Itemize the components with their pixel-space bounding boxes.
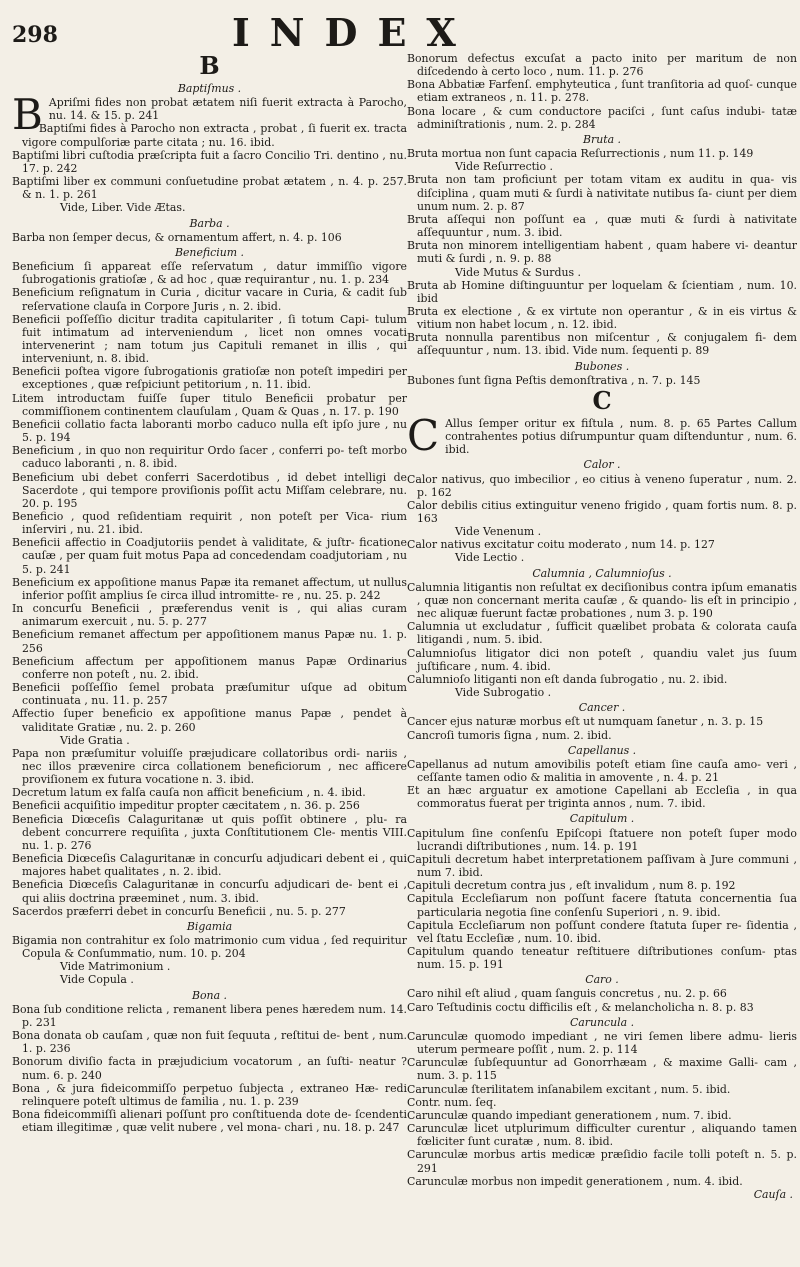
index-entry: Beneficium reſignatum in Curia , dicitur vacare in Curia, & cadit ſub reſervatione clauſa in Corpore Juris , n. 2. ibid. (12, 286, 407, 313)
index-entry: Bubones ſunt ſigna Peſtis demonſtrativa , n. 7. p. 145 (407, 373, 701, 387)
index-entry: Sacerdos præferri debet in concurſu Beneficii , nu. 5. p. 277 (12, 904, 346, 918)
index-entry: Contr. num. ſeq. (407, 1095, 497, 1109)
index-entry: Bruta non minorem intelligentiam habent , quam habere vi- deantur muti & ſurdi , n. 9. p. 88 (407, 239, 797, 266)
index-entry: Bruta ab Homine diſtinguuntur per loquelam & ſcientiam , num. 10. ibid (407, 278, 797, 305)
index-entry: Bonorum defectus excuſat a pacto inito per maritum de non diſcedendo à certo loco , num. 11. p. 276 (407, 52, 797, 79)
page-header (0, 8, 800, 55)
index-entry: Carunculæ morbus artis medicæ præſidio facile tolli poteſt n. 5. p. 291 (407, 1148, 797, 1175)
index-entry: Baptiſmi fides à Parocho non extracta , probat , ſi fuerit ex. tracta vigore compulſoriæ parte citata ; nu. 16. ibid. (22, 122, 407, 149)
index-entry: Litem introductam fuiſſe ſuper titulo Beneficii probatur per commiſſionem continentem clauſulam , Quam & Quas , n. 17. p. 190 (12, 391, 407, 418)
entry-text: Apriſmi fides non probat ætatem niſi fuerit extracta à Parocho, nu. 14. & 15. p. 241 (48, 96, 407, 123)
index-entry: Beneficii collatio facta laboranti morbo caduco nulla eſt ipſo jure , nu 5. p. 194 (12, 417, 407, 445)
right-column (407, 52, 797, 1201)
index-entry: Caro nihil eſt aliud , quam ſanguis concretus , nu. 2. p. 66 (407, 987, 727, 1001)
index-entry: Beneficium remanet affectum per appoſitionem manus Papæ nu. 1. p. 256 (12, 628, 407, 655)
entry-heading: Baptiſmus . (177, 82, 242, 95)
index-entry: Carunculæ quando impediant generationem , num. 7. ibid. (407, 1108, 732, 1122)
index-entry: Decretum latum ex falſa cauſa non afficit beneficium , n. 4. ibid. (12, 786, 366, 800)
index-entry: Beneficia Diœceſis Calaguritanæ in concurſu adjudicari de- bent ei , qui aliis doctrina præeminet , num. 3. ibid. (12, 878, 407, 905)
index-entry: Caro Teſtudinis coctu difficilis eſt , & melancholicha n. 8. p. 83 (407, 1000, 754, 1014)
index-entry: Calumnioſo litiganti non eſt danda ſubrogatio , nu. 2. ibid. (407, 672, 728, 686)
cross-reference: Vide Subrogatio . (455, 686, 552, 700)
index-entry: Baptiſmi liber ex communi conſuetudine probat ætatem , n. 4. p. 257. & n. 1. p. 261 (12, 175, 407, 202)
index-entry: Beneficium ex appoſitione manus Papæ ita remanet affectum, ut nullus inferior poſſit amplius ſe circa illud intromitte- re , nu. 25. p. 242 (12, 575, 407, 602)
index-entry: Bona , & jura fideicommiſſo perpetuo ſubjecta , extraneo Hæ- redi relinquere poteſt ultimus de familia , nu. 1. p. 239 (12, 1081, 407, 1108)
index-entry: Carunculæ licet utplurimum difficulter curentur , aliquando tamen fœliciter ſunt curatæ , num. 8. ibid. (407, 1122, 797, 1149)
cross-reference: Vide Matrimonium . (60, 960, 171, 974)
page-title: INDEX (232, 10, 476, 55)
index-entry: Carunculæ ſterilitatem inſanabilem excitant , num. 5. ibid. (407, 1082, 731, 1096)
index-entry: Papa non præſumitur voluiſſe præjudicare collatoribus ordi- nariis , nec illos prævenire circa collationem beneficiorum , nec afficere proviſionem ex futura vocatione n. 3. ibid. (12, 746, 407, 787)
entry-heading: Barba . (189, 216, 230, 230)
index-entry: Bruta ex electione , & ex virtute non operantur , & in eis virtus & vitium non habet locum , n. 12. ibid. (407, 304, 797, 332)
index-entry: Capitulum quando teneatur reſtituere diſtributiones conſum- ptas num. 15. p. 191 (407, 945, 797, 972)
cross-reference: Vide, Liber. Vide Ætas. (60, 201, 186, 215)
index-entry: Beneficii acquiſitio impeditur propter cæcitatem , n. 36. p. 256 (12, 799, 360, 813)
cross-reference: Vide Gratia . (60, 733, 130, 747)
index-entry: Beneficii affectio in Coadjutoriis pendet à validitate, & juſtr- ficatione cauſæ , per quam fuit motus Papa ad concedendam coadjutoriam , nu 5. p. 241 (12, 536, 407, 576)
index-entry: Capitulum ſine conſenſu Epiſcopi ſtatuere non poteſt ſuper modo lucrandi diſtributiones , num. 14. p. 191 (407, 826, 797, 853)
entry-heading: Caro . (585, 973, 619, 987)
index-entry: Calumnioſus litigator dici non poteſt , quandiu valet jus ſuum juſtificare , num. 4. ibid. (407, 646, 797, 673)
index-entry: Beneficio , quod reſidentiam requirit , non poteſt per Vica- rium inſerviri , nu. 21. ibid. (12, 510, 407, 537)
entry-heading: Beneficium . (174, 245, 245, 259)
index-entry: Beneficium affectum per appoſitionem manus Papæ Ordinarius conferre non poteſt , nu. 2. ibid. (12, 654, 407, 681)
entry-heading: Capitulum . (569, 812, 635, 826)
index-entry: Calumnia litigantis non reſultat ex deciſionibus contra ipſum emanatis , quæ non concernant merita cauſæ , & quando- lis eſt in principio , nec aliquæ fuerunt factæ probationes , num 3. p. 190 (407, 580, 797, 621)
index-entry: Bona ſub conditione relicta , remanent libera penes hæredem num. 14. p. 231 (12, 1002, 407, 1029)
cross-reference: Vide Reſurrectio . (455, 160, 554, 174)
index-entry: Bonorum diviſio facta in præjudicium vocatorum , an ſuſti- neatur ? num. 6. p. 240 (12, 1055, 407, 1082)
entry-heading: Bruta . (582, 132, 622, 146)
index-entry: Beneficia Diœceſis Calaguritanæ in concurſu adjudicari debent ei , qui majores habet qualitates , n. 2. ibid. (12, 852, 407, 879)
index-entry: Beneficium , in quo non requiritur Ordo ſacer , conferri po- teſt morbo caduco laboranti , n. 8. ibid. (12, 444, 407, 471)
entry-heading: Bona . (192, 988, 227, 1002)
index-entry: Baptiſmi libri cuſtodia præſcripta fuit a ſacro Concilio Tri. dentino , nu. 17. p. 242 (12, 148, 407, 175)
cross-reference: Vide Venenum . (455, 525, 542, 539)
index-entry: Beneficii poſſeſſio dicitur tradita capitulariter , ſi totum Capi- tulum fuit intimatum ad interveniendum , licet non omnes vocati intervenerint ; nam totum jus Capituli remanet in illis , qui interveniunt, n. 8. ibid. (12, 312, 407, 366)
entry-heading: Capellanus . (567, 743, 637, 757)
index-entry: Capitula Eccleſiarum non poſſunt condere ſtatuta ſuper re- ſidentia , vel ſtatu Eccleſiæ , num. 10. ibid. (407, 918, 797, 945)
left-column (12, 52, 407, 1134)
cross-reference: Vide Copula . (60, 973, 134, 987)
index-entry: Bruta nonnulla parentibus non miſcentur , & conjugalem fi- dem aſſequuntur , num. 13. ibid. Vide num. ſequenti p. 89 (407, 331, 797, 358)
index-entry: Capituli decretum habet interpretationem paſſivam à Jure communi , num 7. ibid. (407, 852, 797, 880)
index-entry: Beneficium ſi appareat eſſe reſervatum , datur immiſſio vigore ſubrogationis gratioſæ , & ad hoc , quæ requirantur , nu. 1. p. 234 (12, 260, 407, 287)
index-entry: Capitula Eccleſiarum non poſſunt facere ſtatuta concernentia ſua particularia negotia ſine conſenſu Superiori , n. 9. ibid. (407, 892, 797, 919)
index-entry: Bruta non tam proficiunt per totam vitam ex auditu in qua- vis diſciplina , quam muti & ſurdi à nativitate nutibus ſa- ciunt per diem unum num. 2. p. 87 (407, 173, 797, 213)
entry-heading: Bubones . (574, 359, 630, 373)
index-entry: Beneficii poſtea vigore ſubrogationis gratioſæ non poteſt impediri per exceptiones , quæ reſpiciunt petitorium , n. 11. ibid. (12, 365, 407, 392)
index-entry: Bona donata ob cauſam , quæ non fuit ſequuta , reſtitui de- bent , num. 1. p. 236 (12, 1029, 407, 1056)
entry-heading: Calumnia , Calumnioſus . (532, 566, 672, 580)
index-entry: Calor nativus, quo imbecilior , eo citius à veneno ſuperatur , num. 2. p. 162 (407, 472, 797, 499)
index-entry: Calor nativus excitatur coitu moderato , num 14. p. 127 (407, 538, 715, 552)
catchword: Cauſa . (753, 1187, 793, 1201)
entry-heading: Caruncula . (569, 1015, 635, 1029)
index-entry: Et an hæc arguatur ex amotione Capellani ab Eccleſia , in qua commoratus fuerat per triginta annos , num. 7. ibid. (407, 784, 797, 811)
index-entry: Bruta aſſequi non poſſunt ea , quæ muti & ſurdi à nativitate aſſequuntur , num. 3. ibid. (407, 212, 797, 240)
index-entry: Beneficii poſſeſſio ſemel probata præſumitur uſque ad obitum continuata , nu. 11. p. 257 (12, 681, 407, 708)
entry-heading: Calor . (583, 458, 621, 472)
drop-cap: B (12, 90, 43, 140)
cross-reference: Vide Mutus & Surdus . (455, 265, 581, 279)
index-entry: Capituli decretum contra jus , eſt invalidum , num 8. p. 192 (407, 879, 736, 893)
index-entry: Bona Abbatiæ Farfenſ. emphyteutica , ſunt tranſitoria ad quoſ- cunque etiam extraneos , n. 11. p. 278. (407, 78, 797, 105)
section-letter: B (199, 51, 220, 80)
index-entry: Bona locare , & cum conductore paciſci , ſunt caſus indubi- tatæ adminiſtrationis , num. 2. p. 284 (407, 104, 797, 131)
index-entry: Calor debilis citius extinguitur veneno frigido , quam fortis num. 8. p. 163 (407, 498, 797, 525)
index-entry: Bruta mortua non ſunt capacia Reſurrectionis , num 11. p. 149 (407, 147, 754, 161)
index-entry: Barba non ſemper decus, & ornamentum affert, n. 4. p. 106 (12, 230, 342, 244)
index-entry: Carunculæ quomodo impediant , ne viri ſemen libere admu- lieris uterum permeare poſſit , num. 2. p. 114 (407, 1029, 797, 1057)
drop-cap: C (407, 410, 440, 460)
entry-heading: Bigamia (186, 919, 233, 933)
index-entry: Bona fideicommiſſi alienari poſſunt pro conſtituenda dote de- ſcendenti etiam illegitimæ , quæ velit nubere , vel mona- chari , nu. 18. p. 247 (12, 1108, 407, 1135)
index-entry: Calumnia ut excludatur , ſufficit quælibet probata & colorata cauſa litigandi , num. 5. ibid. (407, 620, 797, 647)
entry-heading: Cancer . (578, 701, 626, 715)
index-entry: Capellanus ad nutum amovibilis poteſt etiam ſine cauſa amo- veri , ceſſante tamen odio & malitia in amovente , n. 4. p. 21 (407, 757, 797, 784)
index-entry: Cancroſi tumoris ſigna , num. 2. ibid. (407, 728, 612, 742)
index-entry: Beneficia Diœceſis Calaguritanæ ut quis poſſit obtinere , plu- ra debent concurrere requiſita , juxta Conſtitutionem Cle- mentis VIII. nu. 1. p. 276 (12, 812, 407, 852)
index-entry: Cancer ejus naturæ morbus eſt ut numquam ſanetur , n. 3. p. 15 (407, 715, 764, 729)
index-entry: In concurſu Beneficii , præferendus venit is , qui alias curam animarum exercuit , nu. 5. p. 277 (12, 602, 407, 629)
cross-reference: Vide Lectio . (455, 551, 525, 565)
index-entry: Bigamia non contrahitur ex ſolo matrimonio cum vidua , ſed requiritur Copula & Conſummatio, num. 10. p. 204 (12, 934, 407, 961)
index-entry: Carunculæ morbus non impedit generationem , num. 4. ibid. (407, 1174, 743, 1188)
index-entry: Affectio ſuper beneficio ex appoſitione manus Papæ , pendet à validitate Gratiæ , nu. 2. p. 260 (12, 707, 407, 734)
section-letter: C (592, 385, 612, 415)
entry-text: Allus ſemper oritur ex fiſtula , num. 8. p. 65 Partes Callum contrahentes potius diſrumpuntur quam diſtenduntur , num. 6. ibid. (445, 416, 797, 457)
index-entry: Carunculæ ſubſequuntur ad Gonorrhæam , & maxime Galli- cam , num. 3. p. 115 (407, 1056, 797, 1083)
index-entry (407, 410, 797, 460)
index-entry: Beneficium ubi debet conferri Sacerdotibus , id debet intelligi de Sacerdote , qui tempore proviſionis poſſit actu Miſſam celebrare, nu. 20. p. 195 (12, 470, 407, 510)
page-number: 298 (12, 22, 58, 48)
